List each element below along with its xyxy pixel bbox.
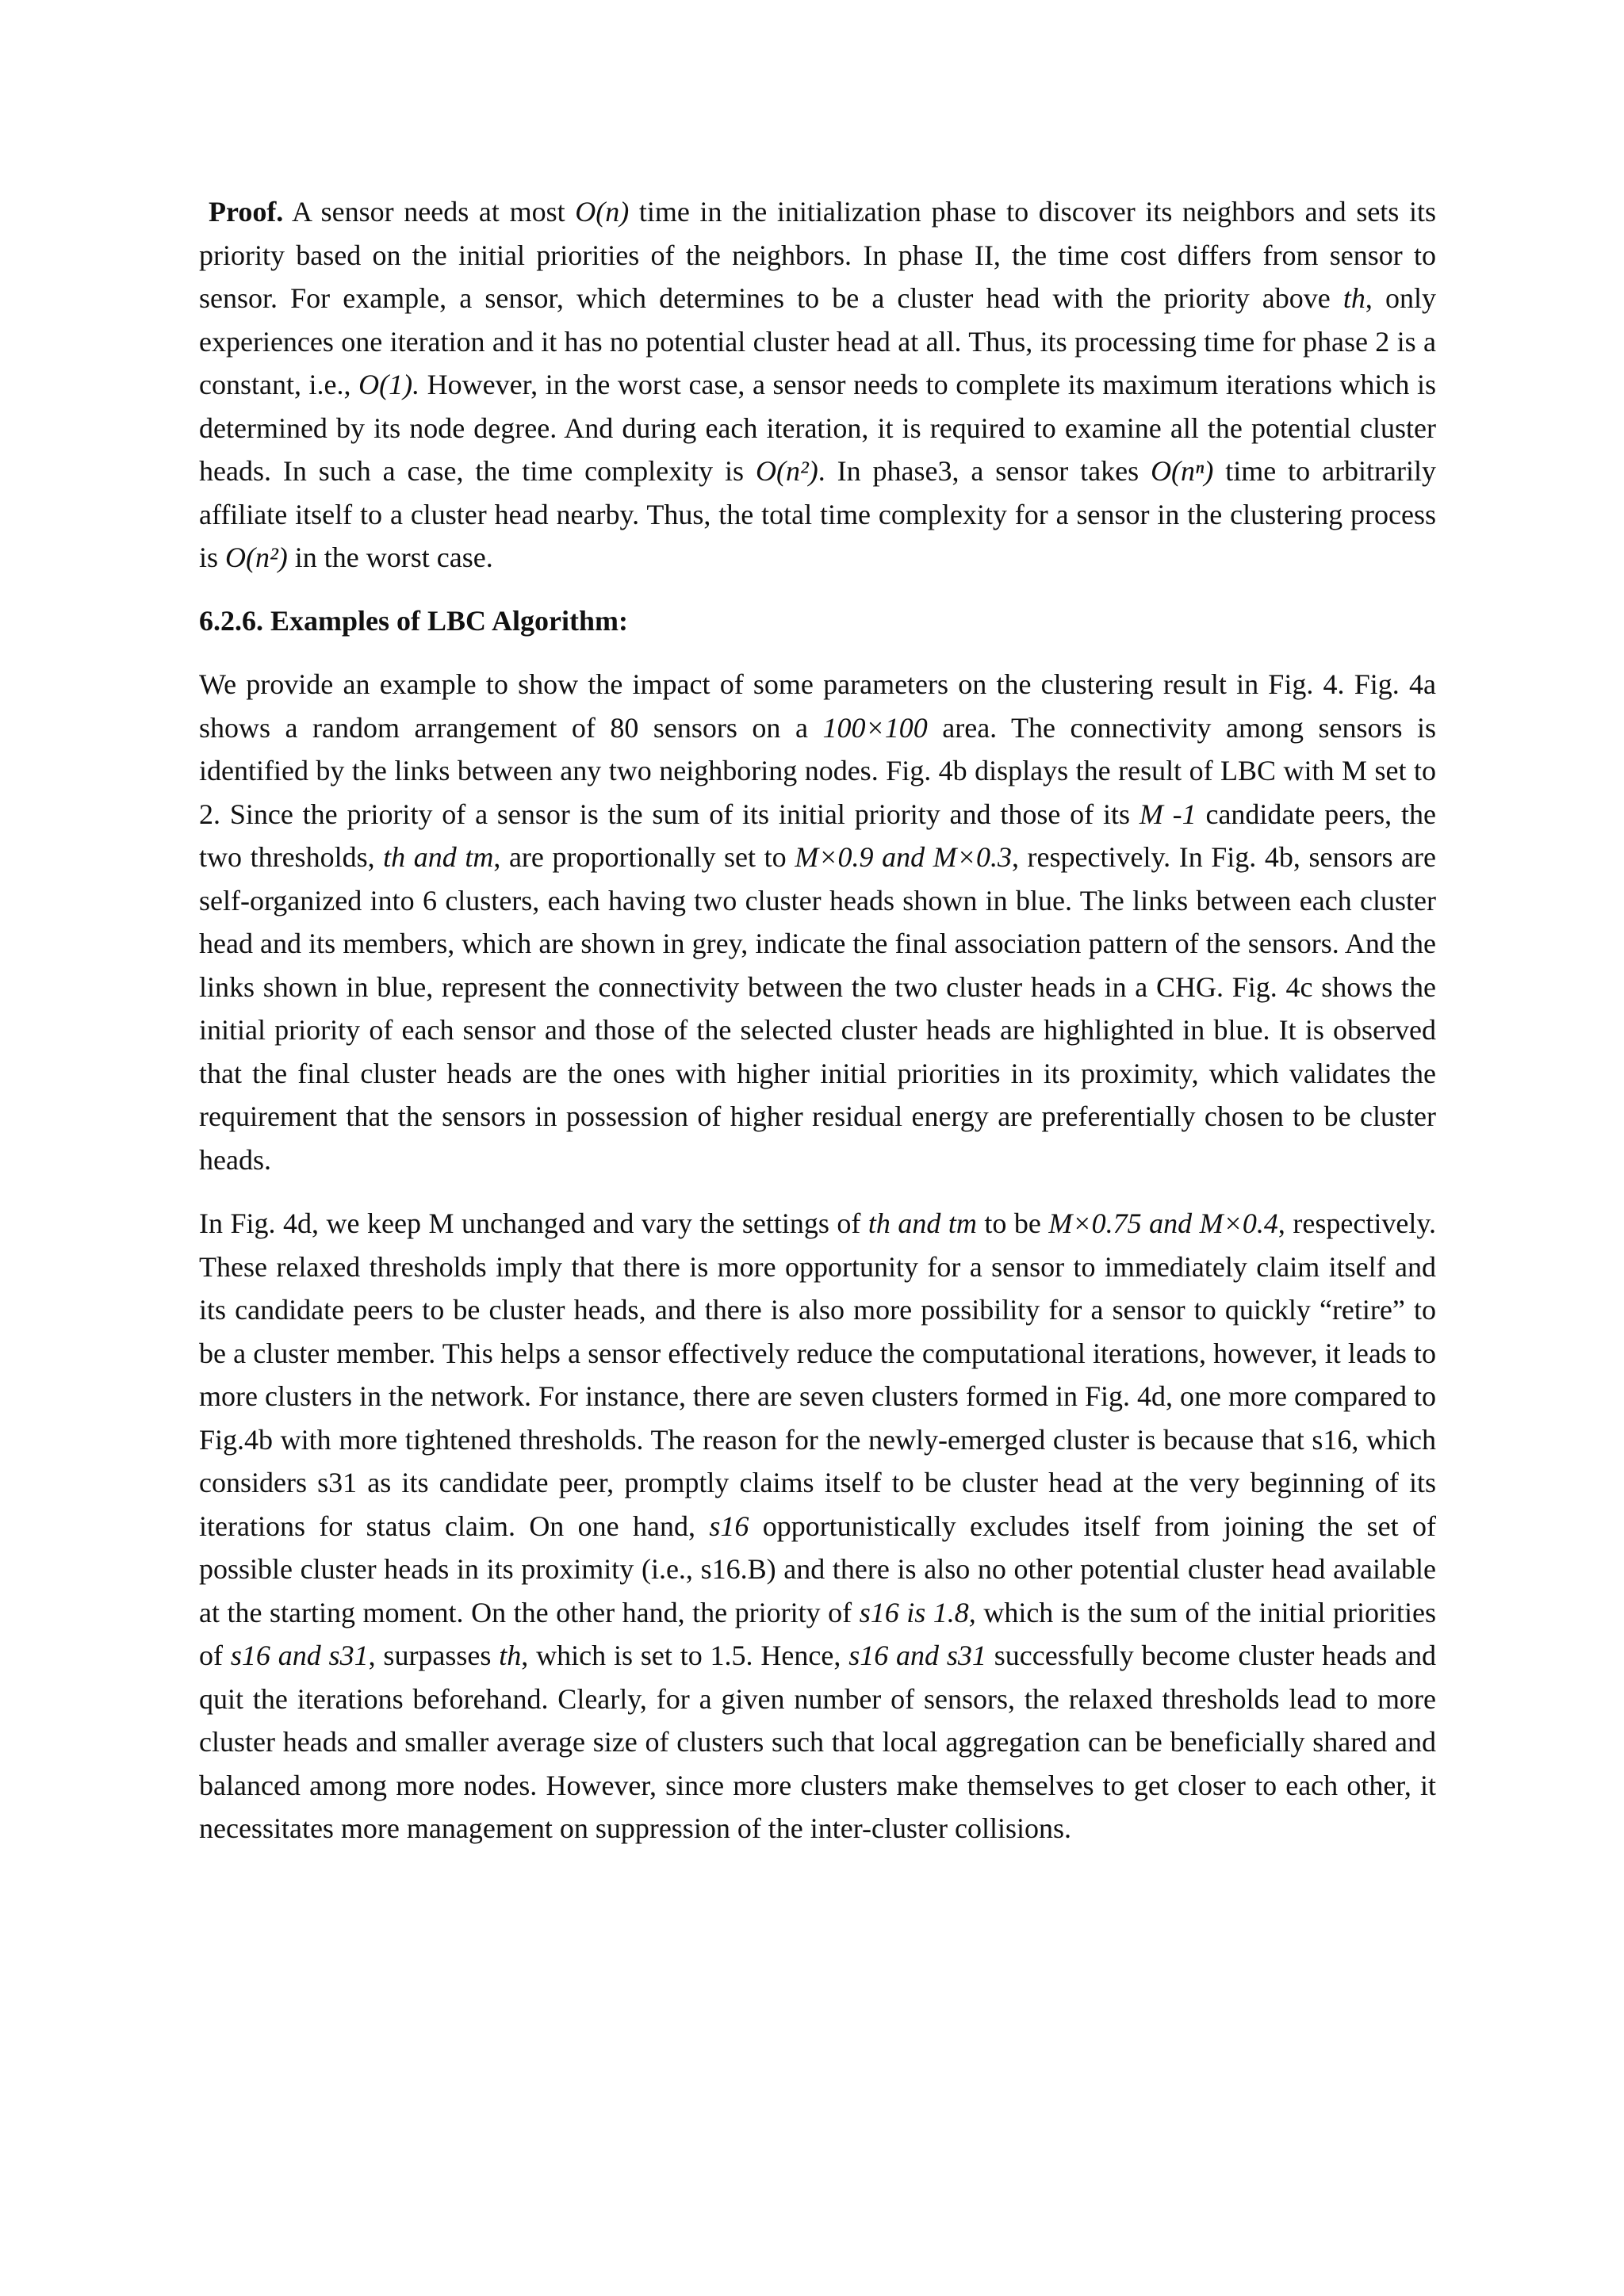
- text-run: We provide an example to show the impact of some parameters on the clustering result in Fig. 4. Fig. 4a shows a random arrangement of 80 sensors on a: [199, 668, 1436, 744]
- paragraph-gap: [199, 1181, 1436, 1202]
- italic-text-run: s16: [709, 1510, 749, 1542]
- text-run: , respectively. These relaxed thresholds imply that there is more opportunity for a sensor to immediately claim itself and its candidate peers to be cluster heads, and there is also more possibility for a sensor to quickly “retire” to be a cluster member. This helps a sensor effectively reduce the computational iterations, however, it leads to more clusters in the network. For instance, there are seven clusters formed in Fig. 4d, one more compared to Fig.4b with more tightened thresholds. The reason for the newly-emerged cluster is because that s16, which considers s31 as its candidate peer, promptly claims itself to be cluster head at the very beginning of its iterations for status claim. On one hand,: [199, 1207, 1437, 1542]
- italic-text-run: O(n²): [755, 455, 818, 487]
- italic-text-run: O(n): [575, 196, 630, 228]
- body-paragraph-2: [199, 1202, 1436, 1850]
- text-run: to be: [976, 1207, 1049, 1239]
- text-run: time to arbitrarily affiliate itself to a cluster head nearby. Thus, the total time complexity for a sensor in the clustering process is: [199, 455, 1437, 573]
- italic-text-run: s16 and s31: [848, 1640, 986, 1671]
- text-run: In Fig. 4d, we keep M unchanged and vary the settings of: [199, 1207, 868, 1239]
- document-page: [199, 190, 1436, 1850]
- proof-body: [199, 196, 1436, 573]
- text-run: . In phase3, a sensor takes: [818, 455, 1151, 487]
- text-run: in the worst case.: [287, 541, 493, 573]
- text-run: time in the initialization phase to discover its neighbors and sets its priority based on the initial priorities of the neighbors. In phase II, the time cost differs from sensor to sensor. For example, a sensor, which determines to be a cluster head with the priority above: [199, 196, 1436, 314]
- text-run: opportunistically excludes itself from joining the set of possible cluster heads in its proximity (i.e., s16.B) and there is also no other potential cluster head available at the starting moment. On the other hand, the priority of: [199, 1510, 1437, 1628]
- text-run: successfully become cluster heads and quit the iterations beforehand. Clearly, for a given number of sensors, the relaxed thresholds lead to more cluster heads and smaller average size of clusters such that local aggregation can be beneficially shared and balanced among more nodes. However, since more clusters make themselves to get closer to each other, it necessitates more management on suppression of the inter-cluster collisions.: [199, 1640, 1436, 1844]
- proof-paragraph: [199, 190, 1436, 580]
- text-run: , are proportionally set to: [493, 841, 795, 873]
- text-run: , only experiences one iteration and it has no potential cluster head at all. Thus, its processing time for phase 2 is a constant, i.e.,: [199, 282, 1436, 400]
- text-run: A sensor needs at most: [283, 196, 576, 228]
- italic-text-run: th: [499, 1640, 522, 1671]
- italic-text-run: s16 is 1.8,: [859, 1596, 976, 1628]
- italic-text-run: O(n²): [225, 541, 288, 573]
- italic-text-run: 100×100: [822, 711, 928, 744]
- text-run: candidate peers, the two thresholds,: [199, 798, 1436, 873]
- proof-label: Proof.: [209, 196, 284, 228]
- text-run: which is the sum of the initial priorities of: [199, 1596, 1436, 1671]
- italic-text-run: M×0.75 and M×0.4: [1048, 1207, 1278, 1239]
- italic-text-run: th and tm: [868, 1207, 977, 1239]
- text-run: , which is set to 1.5. Hence,: [521, 1640, 849, 1671]
- italic-text-run: O(1).: [358, 369, 420, 400]
- italic-text-run: O(nⁿ): [1151, 455, 1214, 487]
- body-paragraph-1: [199, 663, 1436, 1181]
- text-run: However, in the worst case, a sensor needs to complete its maximum iterations which is determined by its node degree. And during each iteration, it is required to examine all the potential cluster heads. In such a case, the time complexity is: [199, 369, 1436, 487]
- italic-text-run: th and tm: [383, 841, 494, 873]
- italic-text-run: th: [1342, 282, 1365, 314]
- text-run: area. The connectivity among sensors is identified by the links between any two neighboring nodes. Fig. 4b displays the result of LBC with M set to 2. Since the priority of a sensor is the sum of its initial priority and those of its: [199, 711, 1436, 830]
- text-run: , surpasses: [368, 1640, 500, 1671]
- section-heading: 6.2.6. Examples of LBC Algorithm:: [199, 604, 629, 637]
- italic-text-run: M×0.9 and M×0.3: [795, 841, 1012, 873]
- text-run: , respectively. In Fig. 4b, sensors are self-organized into 6 clusters, each having two cluster heads shown in blue. The links between each cluster head and its members, which are shown in grey, indicate the final association pattern of the sensors. And the links shown in blue, represent the connectivity between the two cluster heads in a CHG. Fig. 4c shows the initial priority of each sensor and those of the selected cluster heads are highlighted in blue. It is observed that the final cluster heads are the ones with higher initial priorities in its proximity, which validates the requirement that the sensors in possession of higher residual energy are preferentially chosen to be cluster heads.: [199, 841, 1437, 1176]
- italic-text-run: s16 and s31: [230, 1640, 369, 1671]
- italic-text-run: M -1: [1139, 798, 1197, 830]
